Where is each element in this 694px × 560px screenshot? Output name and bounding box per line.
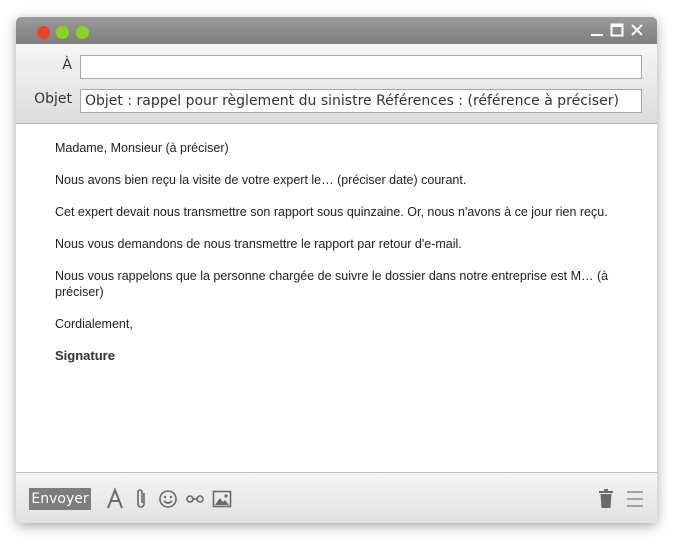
minimize-icon[interactable] (590, 23, 604, 37)
compose-toolbar (16, 472, 657, 523)
emoji-icon[interactable] (158, 487, 178, 511)
email-compose-window (16, 17, 657, 523)
title-bar (16, 17, 657, 44)
body-paragraph: Nous avons bien reçu la visite de votre expert le… (préciser date) courant. (55, 173, 467, 187)
close-dot-button[interactable] (37, 26, 50, 39)
minimize-dot-button[interactable] (56, 26, 69, 39)
zoom-dot-button[interactable] (76, 26, 89, 39)
body-paragraph: Cet expert devait nous transmettre son rapport sous quinzaine. Or, nous n'avons à ce jour rien reçu. (55, 205, 608, 219)
to-label: À (62, 57, 72, 73)
attachment-icon[interactable] (134, 487, 148, 511)
link-icon[interactable] (185, 487, 205, 511)
body-paragraph: Madame, Monsieur (à préciser) (55, 141, 229, 155)
signature: Signature (55, 348, 115, 363)
subject-field[interactable]: Objet : rappel pour règlement du sinistre Références : (référence à préciser) (80, 89, 642, 113)
image-icon[interactable] (212, 487, 232, 511)
message-header (16, 44, 657, 124)
body-paragraph: Cordialement, (55, 317, 133, 331)
menu-icon[interactable] (626, 487, 644, 511)
trash-icon[interactable] (598, 487, 614, 511)
close-icon[interactable] (630, 23, 644, 37)
subject-label: Objet (34, 91, 72, 107)
body-paragraph: Nous vous demandons de nous transmettre le rapport par retour d'e-mail. (55, 237, 462, 251)
maximize-icon[interactable] (610, 23, 624, 37)
send-button[interactable]: Envoyer (29, 488, 91, 510)
to-field[interactable] (80, 55, 642, 79)
message-body[interactable] (55, 140, 635, 380)
body-paragraph: Nous vous rappelons que la personne chargée de suivre le dossier dans notre entreprise est M… (à préciser) (55, 269, 609, 299)
font-format-icon[interactable] (106, 487, 124, 511)
